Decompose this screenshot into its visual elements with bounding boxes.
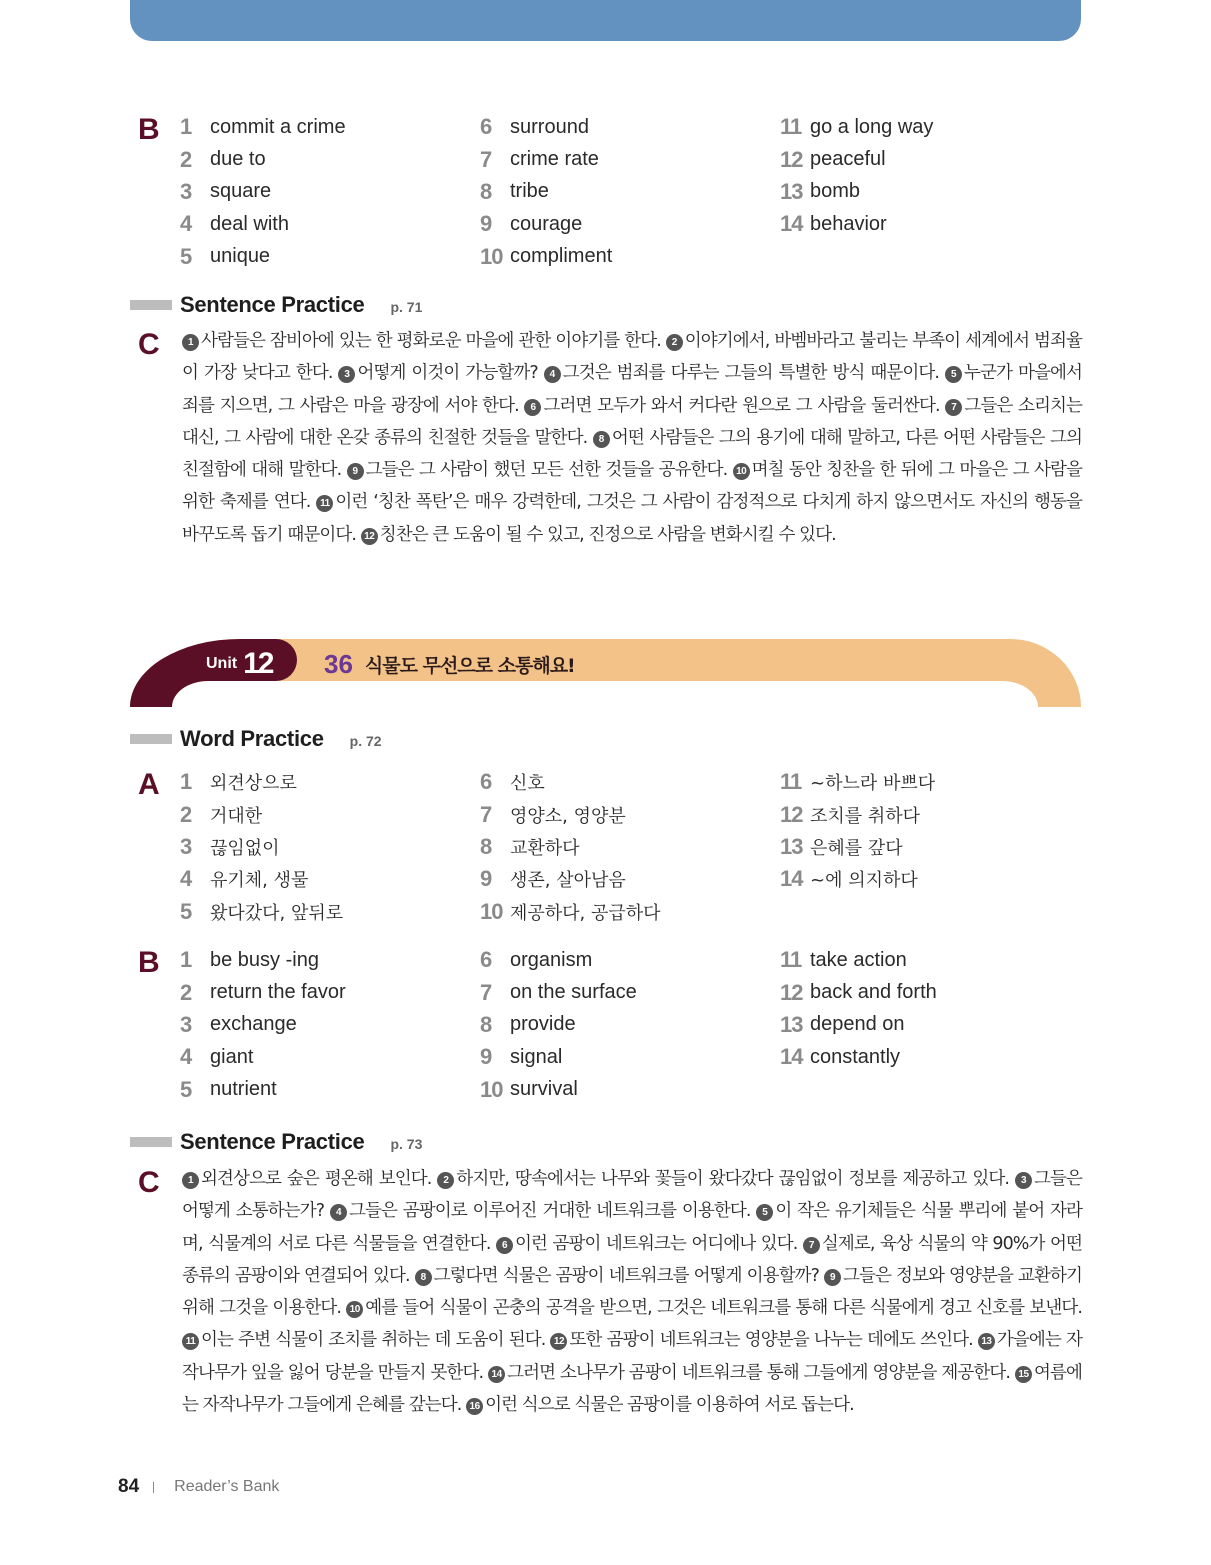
sentence-text: 그렇다면 식물은 곰팡이 네트워크를 어떻게 이용할까? [433, 1265, 820, 1286]
word-item [780, 208, 933, 240]
sentence-text: 그들은 정보와 영양분을 교환하기 위해 그것을 이용한다. [182, 1265, 1082, 1319]
sentence-number-icon: 10 [346, 1301, 363, 1318]
sentence-number-icon: 4 [330, 1204, 347, 1221]
word-item [480, 798, 661, 830]
lesson-number: 36 [324, 649, 353, 679]
sentence-number-icon: 4 [544, 366, 561, 383]
item-number: 6 [480, 114, 492, 140]
item-number: 9 [480, 866, 492, 892]
item-text: 영양소, 영양분 [510, 805, 626, 827]
word-item [780, 831, 935, 863]
item-text: compliment [510, 245, 613, 268]
item-text: 생존, 살아남음 [510, 870, 626, 892]
item-text: due to [210, 148, 266, 171]
unit-banner-shape [130, 639, 1081, 707]
word-item [480, 766, 661, 798]
item-number: 8 [480, 178, 492, 204]
item-text: unique [210, 245, 271, 268]
item-number: 5 [180, 243, 192, 269]
sentence-number-icon: 15 [1015, 1366, 1032, 1383]
unit-number: 12 [243, 647, 273, 680]
sentence-text: 이 작은 유기체들은 식물 뿌리에 붙어 자라며, 식물계의 서로 다른 식물들을 연결한다. [182, 1201, 1082, 1254]
sentence-number-icon: 5 [756, 1204, 773, 1221]
sentence-text: 이야기에서, 바벰바라고 불리는 부족이 세계에서 범죄율이 가장 낮다고 한다. [182, 331, 1082, 384]
sentence-text: 그것은 범죄를 다루는 그들의 특별한 방식 때문이다. [562, 363, 940, 384]
item-number: 11 [780, 114, 802, 140]
item-text: take action [810, 948, 907, 971]
sentence-number-icon: 3 [1015, 1172, 1032, 1189]
word-column [180, 766, 343, 928]
word-item [480, 976, 637, 1008]
sentence-number-icon: 7 [945, 399, 962, 416]
item-number: 1 [180, 769, 192, 795]
sentence-text: 이런 ‘칭찬 폭탄’은 매우 강력한데, 그것은 그 사람이 감정적으로 다치게 하지 않으면서도 자신의 행동을 바꾸도록 돕기 때문이다. [182, 492, 1082, 545]
sentence-text: 그들은 그 사람이 했던 모든 선한 것들을 공유한다. [365, 460, 728, 481]
item-number: 8 [480, 1011, 492, 1037]
item-number: 13 [780, 178, 803, 204]
word-item [480, 1009, 637, 1041]
sentence-practice-heading [130, 1129, 422, 1155]
sentence-number-icon: 3 [338, 366, 355, 383]
item-number: 8 [480, 833, 492, 859]
sentence-text: 사람들은 잠비아에 있는 한 평화로운 마을에 관한 이야기를 한다. [201, 331, 661, 351]
sentence-text: 이런 식으로 식물은 곰팡이를 이용하여 서로 돕는다. [485, 1395, 854, 1416]
sentence-number-icon: 6 [524, 399, 541, 416]
item-number: 13 [780, 833, 803, 859]
sentence-text: 가을에는 자작나무가 잎을 잃어 당분을 만들지 못한다. [182, 1330, 1082, 1383]
item-text: 제공하다, 공급하다 [510, 902, 661, 924]
item-number: 10 [480, 898, 503, 924]
sentence-text: 또한 곰팡이 네트워크는 영양분을 나누는 데에도 쓰인다. [569, 1330, 973, 1351]
item-text: provide [510, 1013, 576, 1036]
item-number: 10 [480, 243, 503, 269]
word-item [180, 241, 346, 273]
word-item [180, 176, 346, 208]
item-text: tribe [510, 180, 549, 203]
item-text: behavior [810, 212, 887, 235]
sentence-number-icon: 11 [182, 1333, 199, 1350]
item-number: 1 [180, 114, 192, 140]
word-item [180, 111, 346, 143]
sentence-number-icon: 10 [733, 463, 750, 480]
sentence-text: 외견상으로 숲은 평온해 보인다. [201, 1169, 432, 1189]
word-item [780, 143, 933, 175]
item-text: constantly [810, 1045, 901, 1068]
item-text: square [210, 180, 272, 203]
word-column [780, 766, 935, 896]
item-number: 3 [180, 833, 192, 859]
item-number: 5 [180, 898, 192, 924]
item-text: nutrient [210, 1078, 277, 1101]
item-number: 7 [480, 146, 492, 172]
sentence-number-icon: 12 [550, 1333, 567, 1350]
word-item [480, 944, 637, 976]
word-item [480, 1041, 637, 1073]
sentence-text: 그러면 모두가 와서 커다란 원으로 그 사람을 둘러싼다. [543, 395, 940, 416]
book-title: Reader’s Bank [174, 1478, 280, 1495]
item-number: 12 [780, 801, 803, 827]
heading-bar [130, 300, 172, 310]
item-number: 4 [180, 211, 192, 237]
page-ref: p. 72 [349, 732, 382, 749]
item-number: 3 [180, 178, 192, 204]
item-number: 11 [780, 769, 802, 795]
word-item [780, 111, 933, 143]
word-column [780, 111, 933, 241]
item-number: 6 [480, 769, 492, 795]
item-number: 2 [180, 146, 192, 172]
word-item [180, 831, 343, 863]
exercise-c-letter: C [138, 1166, 160, 1199]
sentence-number-icon: 11 [316, 495, 333, 512]
word-item [180, 766, 343, 798]
word-item [480, 1074, 637, 1106]
item-number: 4 [180, 1044, 192, 1070]
word-item [480, 241, 612, 273]
sentence-text: 그들은 소리치는 대신, 그 사람에 대한 온갖 종류의 친절한 것들을 말한다. [182, 395, 1082, 448]
word-item [780, 798, 935, 830]
item-number: 9 [480, 211, 492, 237]
word-item [780, 176, 933, 208]
heading-bar [130, 734, 172, 744]
word-item [480, 831, 661, 863]
word-item [780, 863, 935, 895]
footer-divider [153, 1482, 154, 1493]
word-item [780, 1009, 937, 1041]
item-text: back and forth [810, 981, 937, 1004]
sentence-text: 이는 주변 식물이 조치를 취하는 데 도움이 된다. [201, 1330, 546, 1351]
sentence-number-icon: 13 [978, 1333, 995, 1350]
word-item [480, 111, 612, 143]
sentence-number-icon: 14 [488, 1366, 505, 1383]
item-number: 9 [480, 1044, 492, 1070]
word-item [180, 208, 346, 240]
word-item [780, 944, 937, 976]
item-text: go a long way [810, 115, 934, 138]
section-title: Word Practice [180, 726, 324, 751]
sentence-text: 그들은 곰팡이로 이루어진 거대한 네트워크를 이용한다. [348, 1201, 751, 1222]
word-item [780, 1041, 937, 1073]
sentence-text: 그들은 어떻게 소통하는가? [182, 1169, 1082, 1222]
item-text: 신호 [510, 773, 545, 795]
item-text: 조치를 취하다 [810, 805, 921, 827]
page-number: 84 [118, 1476, 140, 1497]
item-text: giant [210, 1045, 254, 1068]
word-practice-heading [130, 726, 382, 752]
item-text: on the surface [510, 981, 637, 1004]
word-item [780, 976, 937, 1008]
item-text: organism [510, 948, 593, 971]
item-number: 12 [780, 979, 803, 1005]
item-text: ~에 의지하다 [810, 870, 918, 892]
item-text: depend on [810, 1013, 905, 1036]
unit-label [206, 647, 272, 681]
item-number: 5 [180, 1076, 192, 1102]
item-text: 은혜를 갚다 [810, 837, 903, 859]
word-item [480, 176, 612, 208]
item-text: bomb [810, 180, 861, 203]
exercise-b-letter: B [138, 113, 160, 146]
lesson-title-text: 식물도 무선으로 소통해요! [364, 655, 575, 677]
item-text: be busy -ing [210, 948, 319, 971]
word-item [780, 766, 935, 798]
word-column [480, 111, 612, 273]
word-item [480, 896, 661, 928]
item-text: 유기체, 생물 [210, 870, 309, 892]
word-item [180, 1009, 346, 1041]
header-color-bar [130, 0, 1081, 41]
sentence-number-icon: 8 [593, 431, 610, 448]
translation-paragraph [182, 325, 1082, 551]
item-number: 14 [780, 211, 803, 237]
page-ref: p. 73 [390, 1135, 423, 1152]
item-number: 11 [780, 947, 802, 973]
item-text: 외견상으로 [210, 773, 297, 795]
word-item [180, 976, 346, 1008]
item-text: signal [510, 1045, 563, 1068]
sentence-number-icon: 6 [496, 1237, 513, 1254]
sentence-number-icon: 1 [182, 1172, 199, 1189]
sentence-number-icon: 2 [666, 334, 683, 351]
word-item [180, 798, 343, 830]
heading-bar [130, 1137, 172, 1147]
sentence-text: 누군가 마을에서 죄를 지으면, 그 사람은 마을 광장에 서야 한다. [182, 363, 1082, 416]
word-column [480, 766, 661, 928]
sentence-number-icon: 12 [361, 528, 378, 545]
item-text: surround [510, 115, 589, 138]
item-number: 13 [780, 1011, 803, 1037]
word-item [180, 1041, 346, 1073]
sentence-number-icon: 7 [803, 1237, 820, 1254]
sentence-text: 이런 곰팡이 네트워크는 어디에나 있다. [515, 1233, 798, 1254]
item-text: 끊임없이 [210, 837, 280, 859]
section-title: Sentence Practice [180, 1129, 365, 1154]
item-text: 거대한 [210, 805, 263, 827]
item-number: 6 [480, 947, 492, 973]
sentence-text: 예를 들어 식물이 곤충의 공격을 받으면, 그것은 네트워크를 통해 다른 식물에게 경고 신호를 보낸다. [365, 1298, 1082, 1319]
word-column [780, 944, 937, 1074]
item-number: 2 [180, 801, 192, 827]
section-title: Sentence Practice [180, 292, 365, 317]
item-text: commit a crime [210, 115, 346, 138]
item-text: deal with [210, 212, 289, 235]
sentence-text: 그러면 소나무가 곰팡이 네트워크를 통해 그들에게 영양분을 제공한다. [507, 1362, 1011, 1383]
page-ref: p. 71 [390, 298, 423, 315]
word-item [180, 944, 346, 976]
word-item [180, 896, 343, 928]
sentence-text: 어떤 사람들은 그의 용기에 대해 말하고, 다른 어떤 사람들은 그의 친절함에 대해 말한다. [182, 427, 1082, 481]
item-text: crime rate [510, 148, 599, 171]
item-text: 왔다갔다, 앞뒤로 [210, 902, 344, 924]
word-column [180, 944, 346, 1106]
item-number: 4 [180, 866, 192, 892]
sentence-text: 하지만, 땅속에서는 나무와 꽃들이 왔다갔다 끊임없이 정보를 제공하고 있다. [456, 1169, 1010, 1189]
sentence-text: 칭찬은 큰 도움이 될 수 있고, 진정으로 사람을 변화시킬 수 있다. [379, 524, 836, 545]
unit-banner [130, 639, 1081, 707]
translation-paragraph [182, 1163, 1082, 1421]
item-text: return the favor [210, 981, 346, 1004]
word-item [480, 143, 612, 175]
word-item [180, 143, 346, 175]
sentence-text: 여름에는 자작나무가 그들에게 은혜를 갚는다. [182, 1362, 1082, 1416]
item-number: 7 [480, 979, 492, 1005]
sentence-number-icon: 9 [824, 1269, 841, 1286]
sentence-practice-heading [130, 292, 422, 318]
sentence-number-icon: 16 [466, 1398, 483, 1415]
sentence-text: 실제로, 육상 식물의 약 90%가 어떤 종류의 곰팡이와 연결되어 있다. [182, 1233, 1082, 1286]
item-text: 교환하다 [510, 837, 580, 859]
word-item [180, 1074, 346, 1106]
item-text: courage [510, 212, 583, 235]
item-number: 7 [480, 801, 492, 827]
unit-text: Unit [206, 655, 238, 672]
item-text: peaceful [810, 148, 886, 171]
lesson-title [324, 649, 575, 680]
item-number: 12 [780, 146, 803, 172]
word-item [480, 208, 612, 240]
item-text: exchange [210, 1013, 297, 1036]
item-number: 14 [780, 866, 803, 892]
word-column [480, 944, 637, 1106]
item-number: 14 [780, 1044, 803, 1070]
item-number: 1 [180, 947, 192, 973]
item-text: survival [510, 1078, 578, 1101]
sentence-text: 어떻게 이것이 가능할까? [357, 363, 538, 384]
sentence-number-icon: 8 [415, 1269, 432, 1286]
exercise-c-letter: C [138, 328, 160, 361]
word-item [480, 863, 661, 895]
item-text: ~하느라 바쁘다 [810, 773, 936, 795]
sentence-number-icon: 5 [945, 366, 962, 383]
word-column [180, 111, 346, 273]
item-number: 3 [180, 1011, 192, 1037]
sentence-number-icon: 9 [347, 463, 364, 480]
sentence-text: 며칠 동안 칭찬을 한 뒤에 그 마을은 그 사람을 위한 축제를 연다. [182, 460, 1082, 513]
exercise-b-letter: B [138, 946, 160, 979]
word-item [180, 863, 343, 895]
sentence-number-icon: 2 [437, 1172, 454, 1189]
item-number: 2 [180, 979, 192, 1005]
exercise-a-letter: A [138, 768, 160, 801]
item-number: 10 [480, 1076, 503, 1102]
sentence-number-icon: 1 [182, 334, 199, 351]
page-footer [118, 1476, 279, 1498]
